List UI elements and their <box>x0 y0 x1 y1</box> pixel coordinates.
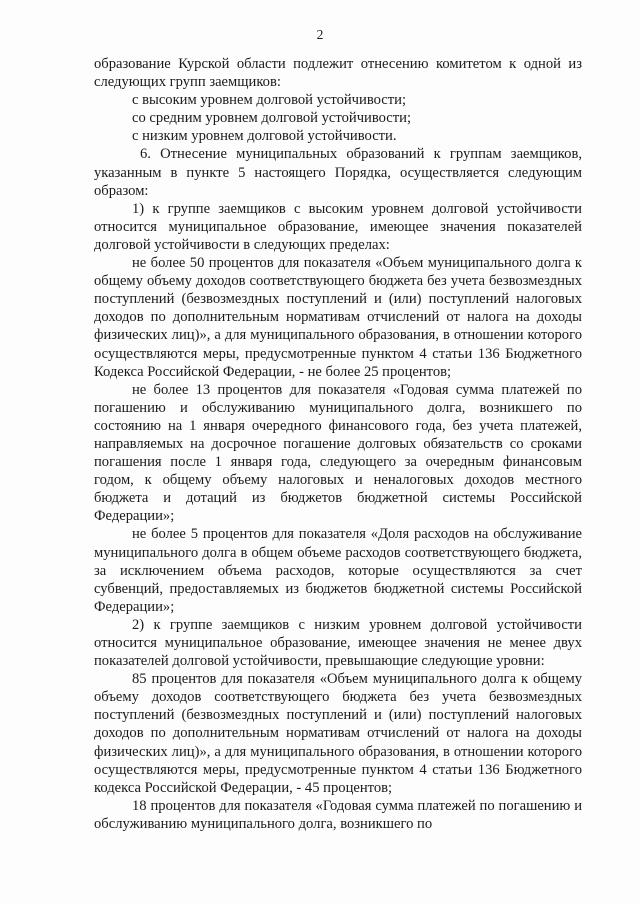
paragraph-low-indicator-2: 18 процентов для показателя «Годовая сумма платежей по погашению и обслуживанию муниципального долга, возникшего по <box>94 797 582 832</box>
paragraph-low-group: 2) к группе заемщиков с низким уровнем долговой устойчивости относится муниципальное образование, имеющее значения не менее двух показателей долговой устойчивости, превышающие следующие уровни: <box>94 616 582 670</box>
paragraph-low-indicator-1: 85 процентов для показателя «Объем муниципального долга к общему объему доходов соответствующего бюджета без учета безвозмездных поступлений (безвозмездных поступлений и (или) поступлений налоговых доходов по дополнительным нормативам отчислений от налога на доходы физических лиц)», а для муниципального образования, в отношении которого осуществляются меры, предусмотренные пунктом 4 статьи 136 Бюджетного кодекса Российской Федерации, - 45 процентов; <box>94 671 582 796</box>
paragraph-groups-intro: образование Курской области подлежит отнесению комитетом к одной из следующих групп заемщиков: <box>94 56 582 91</box>
paragraph-high-indicator-2: не более 13 процентов для показателя «Годовая сумма платежей по погашению и обслуживанию муниципального долга, возникшего по состоянию на 1 января очередного финансового года, без учета платежей, направляемых на досрочное погашение долговых обязательств со сроками погашения после 1 января года, следующего за очередным финансовым годом, к общему объему налоговых и неналоговых доходов местного бюджета и дотаций из бюджетов бюджетной системы Российской Федерации»; <box>94 381 582 525</box>
paragraph-item-6: 6. Отнесение муниципальных образований к группам заемщиков, указанным в пункте 5 настоящего Порядка, осуществляется следующим образом: <box>94 146 582 199</box>
list-item-medium-stability: со средним уровнем долговой устойчивости; <box>132 110 412 127</box>
paragraph-high-group: 1) к группе заемщиков с высоким уровнем долговой устойчивости относится муниципальное образование, имеющее значения показателей долговой устойчивости в следующих пределах: <box>94 200 582 253</box>
page-number: 2 <box>316 27 324 42</box>
list-item-high-stability: с высоким уровнем долговой устойчивости; <box>132 92 406 109</box>
paragraph-high-indicator-3: не более 5 процентов для показателя «Доля расходов на обслуживание муниципального долга в общем объеме расходов соответствующего бюджета, за исключением объема расходов, которые осуществляются за счет субвенций, предоставляемых из бюджетов бюджетной системы Российской Федерации»; <box>94 526 582 615</box>
document-body <box>94 55 582 833</box>
list-item-low-stability: с низким уровнем долговой устойчивости. <box>132 128 397 145</box>
paragraph-high-indicator-1: не более 50 процентов для показателя «Объем муниципального долга к общему объему доходов соответствующего бюджета без учета безвозмездных поступлений (безвозмездных поступлений и (или) поступлений налоговых доходов по дополнительным нормативам отчислений от налога на доходы физических лиц)», а для муниципального образования, в отношении которого осуществляются меры, предусмотренные пунктом 4 статьи 136 Бюджетного Кодекса Российской Федерации, - не более 25 процентов; <box>94 255 582 380</box>
